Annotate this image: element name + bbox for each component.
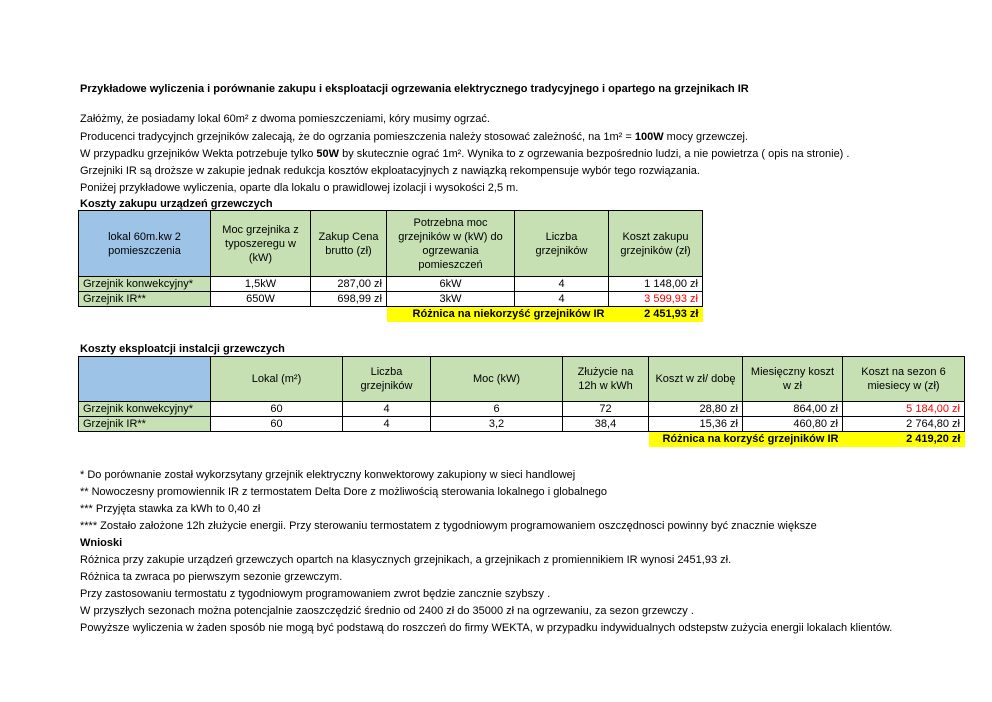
footnote: *** Przyjęta stawka za kWh to 0,40 zł: [80, 503, 261, 515]
difference-value: 2 419,20 zł: [843, 432, 965, 447]
table-cell: 698,99 zł: [311, 292, 387, 307]
table-cell: 4: [343, 417, 431, 432]
footnote: ** Nowoczesny promowiennik IR z termostatem Delta Dore z możliwością sterowania lokalnego i globalnego: [80, 486, 608, 498]
conclusion-line: Różnica ta zwraca po pierwszym sezonie grzewczym.: [80, 571, 343, 583]
purchase-corner-cell: lokal 60m.kw 2 pomieszczenia: [79, 211, 211, 277]
purchase-col-header: Zakup Cena brutto (zł): [311, 211, 387, 277]
table-row: [79, 417, 965, 432]
table-cell: 460,80 zł: [743, 417, 843, 432]
intro-line-3-bold: 50W: [316, 148, 340, 160]
difference-label: Różnica na niekorzyść grzejników IR: [387, 307, 609, 322]
purchase-header-row: [79, 211, 703, 277]
intro-line-1: Załóżmy, że posiadamy lokal 60m² z dwoma pomieszczeniami, kóry musimy ogrzać.: [80, 113, 490, 125]
operation-col-header: Złużycie na 12h w kWh: [563, 357, 649, 402]
intro-line-3-tail: by skutecznie ograć 1m². Wynika to z ogrzewania bezpośrednio ludzi, a nie powietrza ( opis na stronie) .: [339, 148, 850, 160]
purchase-col-header: Koszt zakupu grzejników (zł): [609, 211, 703, 277]
conclusion-line: W przyszłych sezonach można potencjalnie zaoszczędzić średnio od 2400 zł do 35000 zł na ogrzewaniu, za sezon grzewczy .: [80, 605, 694, 617]
purchase-table: [78, 210, 703, 322]
table-cell: 6: [431, 402, 563, 417]
operation-table: [78, 356, 965, 447]
table-cell: 6kW: [387, 277, 515, 292]
difference-row: [79, 432, 965, 447]
table-cell-negative: 5 184,00 zł: [843, 402, 965, 417]
table-cell: 28,80 zł: [649, 402, 743, 417]
intro-line-2-text: Producenci tradycyjnch grzejników zalecają, że do ogrzania pomieszczenia należy stosować zależność, na 1m² =: [80, 131, 635, 143]
table-cell: 864,00 zł: [743, 402, 843, 417]
table-cell-negative: 3 599,93 zł: [609, 292, 703, 307]
table-row: [79, 402, 965, 417]
operation-col-header: Moc (kW): [431, 357, 563, 402]
table-cell: 3,2: [431, 417, 563, 432]
footnote: * Do porównanie został wykorzsytany grzejnik elektryczny konwektorowy zakupiony w sieci handlowej: [80, 469, 576, 481]
operation-corner-cell: [79, 357, 211, 402]
table-row: [79, 292, 703, 307]
purchase-heading: Koszty zakupu urządzeń grzewczych: [80, 198, 273, 210]
intro-line-5: Poniżej przykładowe wyliczenia, oparte dla lokalu o prawidlowej izolacji i wysokości 2,5 m.: [80, 182, 519, 194]
intro-line-2-bold: 100W: [634, 131, 664, 143]
table-cell: 4: [515, 292, 609, 307]
operation-col-header: Koszt na sezon 6 miesiecy w (zł): [843, 357, 965, 402]
intro-line-3: [80, 147, 849, 161]
table-cell: 72: [563, 402, 649, 417]
row-label: Grzejnik konwekcyjny*: [79, 402, 211, 417]
operation-col-header: Miesięczny koszt w zł: [743, 357, 843, 402]
purchase-col-header: Potrzebna moc grzejników w (kW) do ogrzewania pomieszczeń: [387, 211, 515, 277]
row-label: Grzejnik konwekcyjny*: [79, 277, 211, 292]
table-cell: 3kW: [387, 292, 515, 307]
table-cell: 4: [515, 277, 609, 292]
operation-col-header: Lokal (m²): [211, 357, 343, 402]
operation-col-header: Liczba grzejników: [343, 357, 431, 402]
table-cell: 15,36 zł: [649, 417, 743, 432]
table-cell: 1 148,00 zł: [609, 277, 703, 292]
table-cell: 650W: [211, 292, 311, 307]
intro-line-2: [80, 130, 748, 144]
table-cell: 4: [343, 402, 431, 417]
conclusions-heading: Wnioski: [80, 537, 123, 549]
purchase-col-header: Liczba grzejników: [515, 211, 609, 277]
row-label: Grzejnik IR**: [79, 292, 211, 307]
conclusion-line: Powyższe wyliczenia w żaden sposób nie mogą być podstawą do roszczeń do firmy WEKTA, w przypadku indywidualnych odstepstw zużycia energii lokalach klientów.: [80, 622, 893, 634]
footnote: **** Zostało założone 12h złużycie energii. Przy sterowaniu termostatem z tygodniowym programowaniem oszczędnosci powinny być znacznie większe: [80, 520, 817, 532]
conclusion-line: Różnica przy zakupie urządzeń grzewczych opartch na klasycznych grzejnikach, a grzejnikach z promiennikiem IR wynosi 2451,93 zł.: [80, 554, 732, 566]
table-cell: 60: [211, 417, 343, 432]
operation-col-header: Koszt w zł/ dobę: [649, 357, 743, 402]
difference-row: [79, 307, 703, 322]
row-label: Grzejnik IR**: [79, 417, 211, 432]
conclusion-line: Przy zastosowaniu termostatu z tygodniowym programowaniem zwrot będzie zancznie szybszy .: [80, 588, 551, 600]
table-cell: 38,4: [563, 417, 649, 432]
table-row: [79, 277, 703, 292]
operation-heading: Koszty eksploatcji instalcji grzewczych: [80, 343, 285, 355]
table-cell: 1,5kW: [211, 277, 311, 292]
purchase-col-header: Moc grzejnika z typoszeregu w (kW): [211, 211, 311, 277]
table-cell: 2 764,80 zł: [843, 417, 965, 432]
table-cell: 60: [211, 402, 343, 417]
intro-line-3-text: W przypadku grzejników Wekta potrzebuje tylko: [80, 148, 317, 160]
difference-label: Różnica na korzyść grzejników IR: [649, 432, 843, 447]
intro-line-4: Grzejniki IR są droższe w zakupie jednak redukcja kosztów ekploatacyjnych z nawiązką rekompensuje wybór tego rozwiązania.: [80, 165, 700, 177]
page-title: Przykładowe wyliczenia i porównanie zakupu i eksploatacji ogrzewania elektrycznego tradycyjnego i opartego na grzejnikach IR: [80, 83, 749, 95]
table-cell: 287,00 zł: [311, 277, 387, 292]
difference-value: 2 451,93 zł: [609, 307, 703, 322]
operation-header-row: [79, 357, 965, 402]
intro-line-2-tail: mocy grzewczej.: [663, 131, 748, 143]
